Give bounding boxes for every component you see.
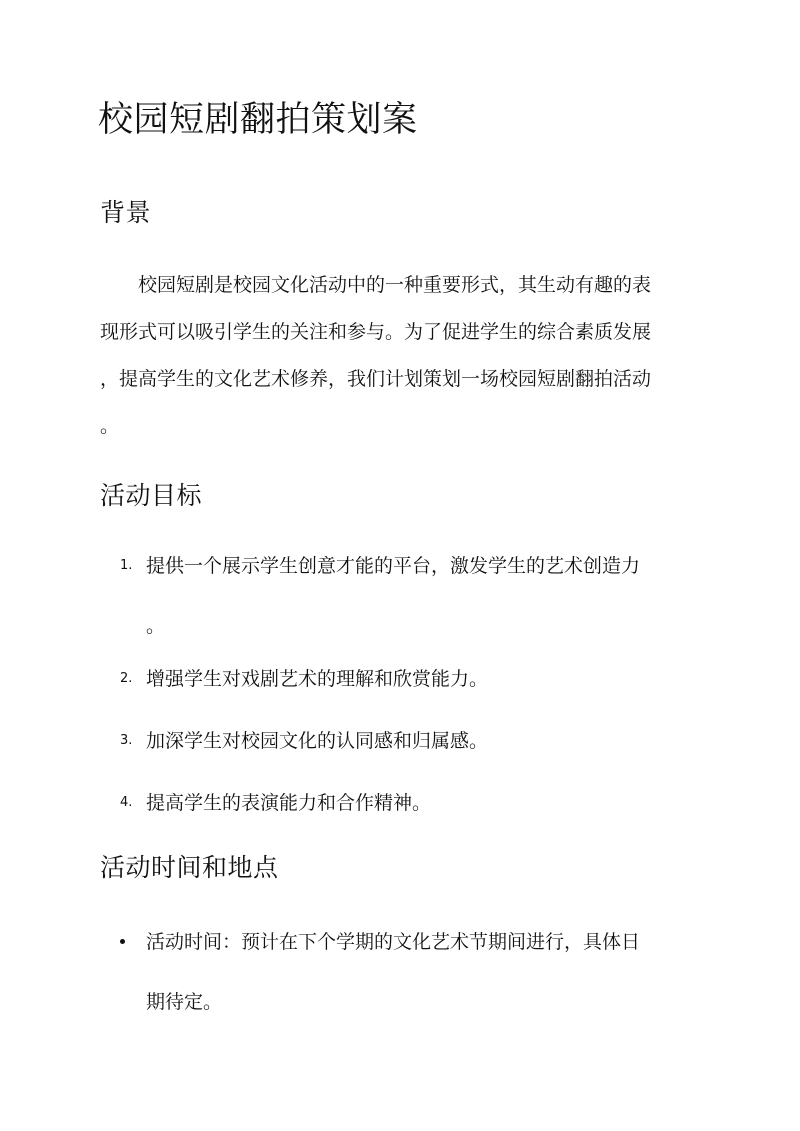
list-item-text — [146, 536, 706, 656]
list-number: 2. — [120, 671, 133, 686]
document-title: 校园短剧翻拍策划案 — [98, 100, 418, 140]
list-item-line: 加深学生对校园文化的认同感和归属感。 — [146, 730, 489, 752]
list-item-text — [146, 773, 706, 833]
list-item-text — [146, 649, 706, 709]
paragraph-line: ，提高学生的文化艺术修养，我们计划策划一场校园短剧翻拍活动 — [100, 368, 652, 390]
list-item-line: 期待定。 — [146, 991, 223, 1013]
list-item-line: 活动时间：预计在下个学期的文化艺术节期间进行，具体日 — [146, 931, 641, 953]
background-paragraph — [100, 262, 700, 450]
list-item-line: 提高学生的表演能力和合作精神。 — [146, 792, 432, 814]
section-heading-time-place: 活动时间和地点 — [100, 853, 279, 882]
paragraph-line: 校园短剧是校园文化活动中的一种重要形式，其生动有趣的表 — [138, 274, 652, 296]
paragraph-line: 。 — [100, 415, 120, 437]
list-item-line: 提供一个展示学生创意才能的平台，激发学生的艺术创造力 — [146, 555, 641, 577]
list-item-line: 。 — [146, 615, 166, 637]
list-number: 3. — [120, 733, 133, 748]
section-heading-background: 背景 — [100, 198, 152, 227]
list-number: 4. — [120, 795, 133, 810]
paragraph-line: 现形式可以吸引学生的关注和参与。为了促进学生的综合素质发展 — [100, 321, 652, 343]
section-heading-goals: 活动目标 — [100, 481, 203, 510]
list-item-line: 增强学生对戏剧艺术的理解和欣赏能力。 — [146, 668, 489, 690]
list-item-text — [146, 711, 706, 771]
list-number: 1. — [120, 558, 133, 573]
bullet-icon — [120, 939, 125, 944]
list-item-text — [146, 912, 706, 1032]
